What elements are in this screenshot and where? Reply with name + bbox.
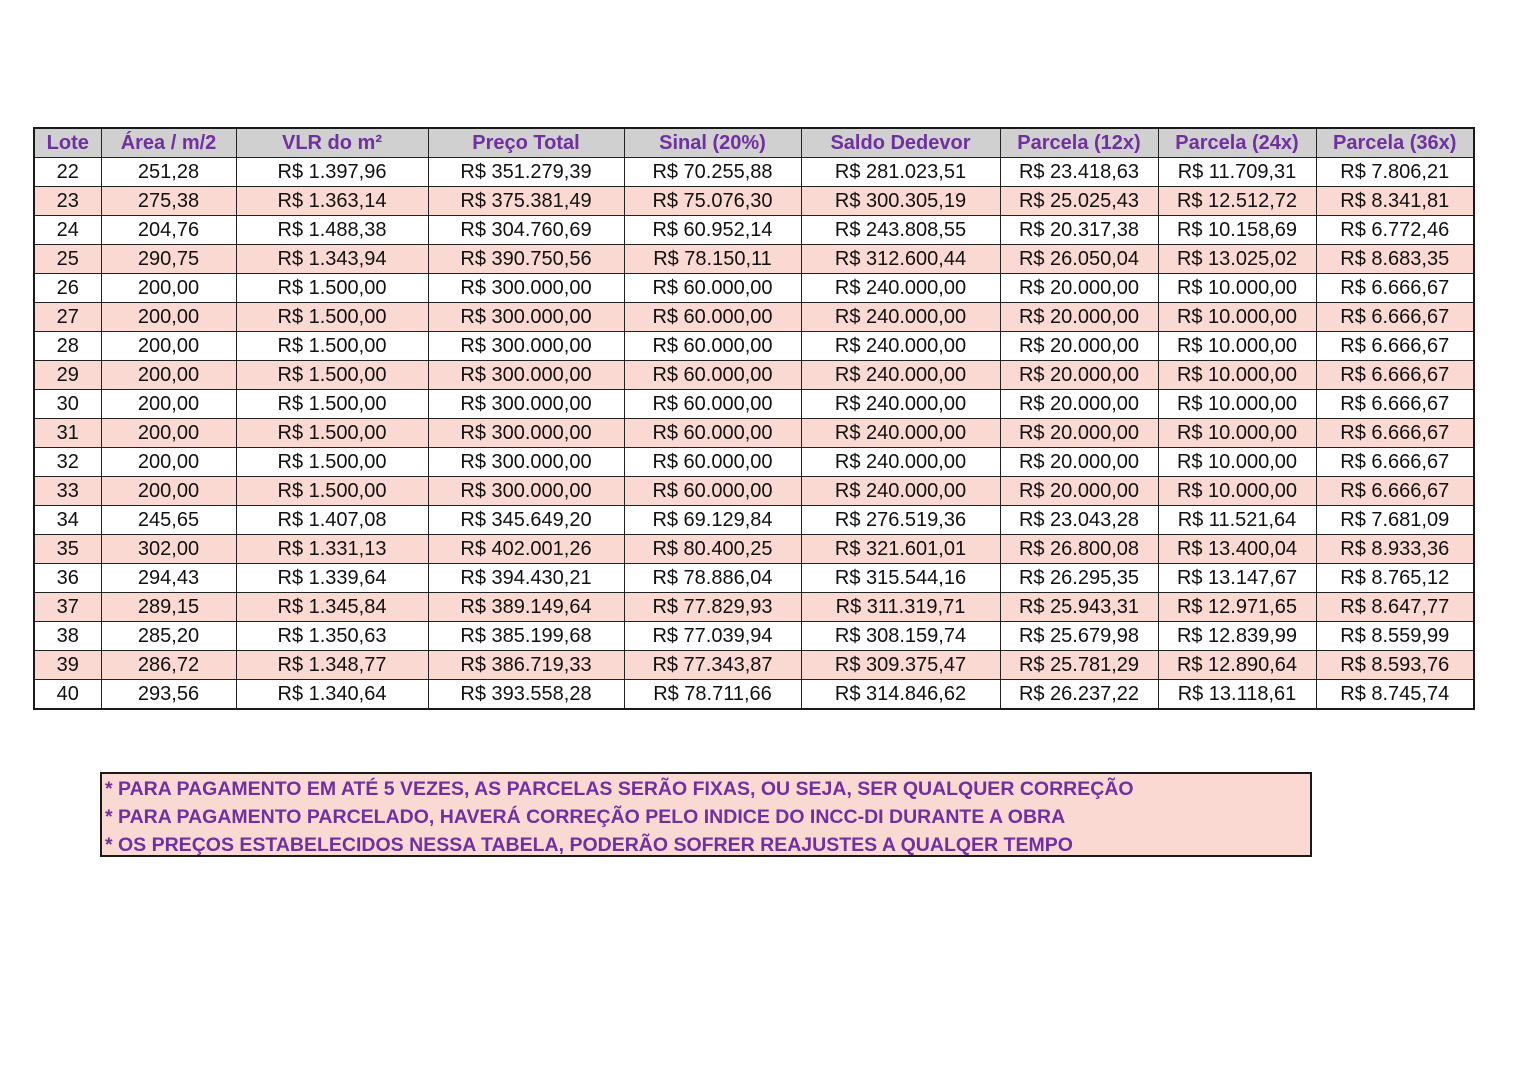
cell-preco-total: R$ 385.199,68 [428,622,624,651]
cell-preco-total: R$ 300.000,00 [428,332,624,361]
cell-saldo-devedor: R$ 308.159,74 [801,622,1000,651]
table-row [34,216,1474,245]
cell-area: 286,72 [101,651,236,680]
cell-parcela-12x: R$ 20.317,38 [1000,216,1158,245]
cell-preco-total: R$ 375.381,49 [428,187,624,216]
cell-area: 200,00 [101,361,236,390]
header-parcela-36x: Parcela (36x) [1316,128,1474,158]
cell-saldo-devedor: R$ 240.000,00 [801,390,1000,419]
cell-parcela-36x: R$ 8.341,81 [1316,187,1474,216]
table-header [34,128,1474,158]
cell-vlr-m2: R$ 1.500,00 [236,361,428,390]
cell-sinal: R$ 69.129,84 [624,506,801,535]
cell-parcela-36x: R$ 6.666,67 [1316,390,1474,419]
cell-saldo-devedor: R$ 314.846,62 [801,680,1000,710]
cell-vlr-m2: R$ 1.340,64 [236,680,428,710]
note-incc-correction: * PARA PAGAMENTO PARCELADO, HAVERÁ CORREÇÃO PELO INDICE DO INCC-DI DURANTE A OBRA [105,806,1066,828]
cell-saldo-devedor: R$ 276.519,36 [801,506,1000,535]
cell-preco-total: R$ 300.000,00 [428,448,624,477]
cell-parcela-24x: R$ 13.147,67 [1158,564,1316,593]
note-price-adjustment: * OS PREÇOS ESTABELECIDOS NESSA TABELA, PODERÃO SOFRER REAJUSTES A QUALQER TEMPO [105,834,1073,856]
cell-vlr-m2: R$ 1.500,00 [236,390,428,419]
cell-lote: 38 [34,622,101,651]
cell-vlr-m2: R$ 1.339,64 [236,564,428,593]
cell-sinal: R$ 75.076,30 [624,187,801,216]
cell-parcela-24x: R$ 12.839,99 [1158,622,1316,651]
cell-sinal: R$ 60.000,00 [624,448,801,477]
cell-preco-total: R$ 300.000,00 [428,419,624,448]
cell-parcela-24x: R$ 11.709,31 [1158,158,1316,187]
cell-vlr-m2: R$ 1.500,00 [236,477,428,506]
cell-parcela-36x: R$ 8.559,99 [1316,622,1474,651]
cell-vlr-m2: R$ 1.331,13 [236,535,428,564]
cell-parcela-24x: R$ 10.000,00 [1158,419,1316,448]
cell-parcela-36x: R$ 7.806,21 [1316,158,1474,187]
cell-preco-total: R$ 394.430,21 [428,564,624,593]
cell-sinal: R$ 60.952,14 [624,216,801,245]
cell-parcela-24x: R$ 10.000,00 [1158,361,1316,390]
cell-sinal: R$ 60.000,00 [624,332,801,361]
cell-parcela-12x: R$ 26.050,04 [1000,245,1158,274]
cell-area: 200,00 [101,448,236,477]
cell-sinal: R$ 78.886,04 [624,564,801,593]
cell-parcela-12x: R$ 26.237,22 [1000,680,1158,710]
header-area: Área / m/2 [101,128,236,158]
cell-parcela-12x: R$ 20.000,00 [1000,448,1158,477]
cell-area: 245,65 [101,506,236,535]
cell-vlr-m2: R$ 1.500,00 [236,448,428,477]
cell-parcela-24x: R$ 13.025,02 [1158,245,1316,274]
table-row [34,651,1474,680]
table-row [34,245,1474,274]
cell-vlr-m2: R$ 1.500,00 [236,419,428,448]
cell-lote: 36 [34,564,101,593]
cell-preco-total: R$ 386.719,33 [428,651,624,680]
cell-parcela-12x: R$ 20.000,00 [1000,419,1158,448]
cell-area: 290,75 [101,245,236,274]
cell-lote: 29 [34,361,101,390]
cell-parcela-12x: R$ 20.000,00 [1000,390,1158,419]
cell-parcela-36x: R$ 7.681,09 [1316,506,1474,535]
cell-sinal: R$ 60.000,00 [624,390,801,419]
table-row [34,419,1474,448]
cell-lote: 35 [34,535,101,564]
cell-vlr-m2: R$ 1.343,94 [236,245,428,274]
cell-parcela-36x: R$ 8.683,35 [1316,245,1474,274]
cell-vlr-m2: R$ 1.345,84 [236,593,428,622]
cell-lote: 25 [34,245,101,274]
cell-area: 200,00 [101,332,236,361]
cell-lote: 26 [34,274,101,303]
cell-saldo-devedor: R$ 312.600,44 [801,245,1000,274]
table-row [34,390,1474,419]
cell-area: 293,56 [101,680,236,710]
table-row [34,332,1474,361]
lot-price-table [33,127,1475,710]
cell-vlr-m2: R$ 1.350,63 [236,622,428,651]
cell-parcela-24x: R$ 13.400,04 [1158,535,1316,564]
cell-preco-total: R$ 402.001,26 [428,535,624,564]
table-row [34,593,1474,622]
cell-area: 200,00 [101,477,236,506]
table-row [34,187,1474,216]
cell-parcela-36x: R$ 6.666,67 [1316,332,1474,361]
cell-saldo-devedor: R$ 309.375,47 [801,651,1000,680]
cell-sinal: R$ 70.255,88 [624,158,801,187]
cell-area: 200,00 [101,390,236,419]
cell-parcela-36x: R$ 6.666,67 [1316,274,1474,303]
header-lote: Lote [34,128,101,158]
table-row [34,506,1474,535]
cell-lote: 33 [34,477,101,506]
header-parcela-12x: Parcela (12x) [1000,128,1158,158]
cell-parcela-12x: R$ 23.043,28 [1000,506,1158,535]
notes-box [100,772,1312,857]
cell-vlr-m2: R$ 1.397,96 [236,158,428,187]
table-body [34,158,1474,710]
cell-parcela-24x: R$ 10.000,00 [1158,303,1316,332]
cell-parcela-24x: R$ 10.000,00 [1158,274,1316,303]
cell-lote: 23 [34,187,101,216]
cell-area: 251,28 [101,158,236,187]
cell-parcela-12x: R$ 20.000,00 [1000,477,1158,506]
cell-preco-total: R$ 304.760,69 [428,216,624,245]
table-row [34,448,1474,477]
cell-parcela-36x: R$ 8.745,74 [1316,680,1474,710]
header-parcela-24x: Parcela (24x) [1158,128,1316,158]
cell-parcela-36x: R$ 6.666,67 [1316,303,1474,332]
header-saldo-devedor: Saldo Dedevor [801,128,1000,158]
cell-parcela-12x: R$ 25.025,43 [1000,187,1158,216]
cell-sinal: R$ 77.829,93 [624,593,801,622]
cell-lote: 40 [34,680,101,710]
cell-vlr-m2: R$ 1.488,38 [236,216,428,245]
cell-parcela-12x: R$ 25.943,31 [1000,593,1158,622]
cell-area: 200,00 [101,303,236,332]
cell-preco-total: R$ 300.000,00 [428,361,624,390]
cell-saldo-devedor: R$ 240.000,00 [801,361,1000,390]
cell-parcela-12x: R$ 26.800,08 [1000,535,1158,564]
cell-parcela-24x: R$ 10.000,00 [1158,390,1316,419]
cell-lote: 39 [34,651,101,680]
table-row [34,361,1474,390]
cell-preco-total: R$ 300.000,00 [428,390,624,419]
cell-lote: 31 [34,419,101,448]
cell-parcela-36x: R$ 6.666,67 [1316,477,1474,506]
cell-lote: 28 [34,332,101,361]
cell-parcela-24x: R$ 10.000,00 [1158,477,1316,506]
cell-area: 275,38 [101,187,236,216]
cell-saldo-devedor: R$ 321.601,01 [801,535,1000,564]
cell-lote: 34 [34,506,101,535]
table-row [34,680,1474,710]
cell-parcela-12x: R$ 25.679,98 [1000,622,1158,651]
cell-vlr-m2: R$ 1.500,00 [236,332,428,361]
cell-preco-total: R$ 393.558,28 [428,680,624,710]
cell-area: 200,00 [101,419,236,448]
cell-area: 204,76 [101,216,236,245]
header-vlr-m2: VLR do m² [236,128,428,158]
cell-parcela-24x: R$ 12.890,64 [1158,651,1316,680]
cell-vlr-m2: R$ 1.407,08 [236,506,428,535]
header-sinal: Sinal (20%) [624,128,801,158]
cell-saldo-devedor: R$ 240.000,00 [801,419,1000,448]
cell-saldo-devedor: R$ 240.000,00 [801,303,1000,332]
cell-preco-total: R$ 390.750,56 [428,245,624,274]
cell-saldo-devedor: R$ 315.544,16 [801,564,1000,593]
cell-vlr-m2: R$ 1.348,77 [236,651,428,680]
cell-parcela-24x: R$ 11.521,64 [1158,506,1316,535]
cell-vlr-m2: R$ 1.363,14 [236,187,428,216]
cell-lote: 22 [34,158,101,187]
cell-parcela-24x: R$ 12.512,72 [1158,187,1316,216]
cell-sinal: R$ 78.150,11 [624,245,801,274]
cell-lote: 32 [34,448,101,477]
cell-area: 285,20 [101,622,236,651]
cell-parcela-36x: R$ 6.772,46 [1316,216,1474,245]
cell-parcela-12x: R$ 20.000,00 [1000,274,1158,303]
cell-lote: 37 [34,593,101,622]
table-row [34,564,1474,593]
cell-sinal: R$ 60.000,00 [624,477,801,506]
cell-preco-total: R$ 300.000,00 [428,477,624,506]
cell-parcela-12x: R$ 20.000,00 [1000,361,1158,390]
cell-parcela-36x: R$ 8.765,12 [1316,564,1474,593]
cell-parcela-36x: R$ 6.666,67 [1316,448,1474,477]
cell-sinal: R$ 78.711,66 [624,680,801,710]
cell-parcela-12x: R$ 25.781,29 [1000,651,1158,680]
cell-vlr-m2: R$ 1.500,00 [236,303,428,332]
cell-vlr-m2: R$ 1.500,00 [236,274,428,303]
table-row [34,274,1474,303]
cell-preco-total: R$ 389.149,64 [428,593,624,622]
header-row [34,128,1474,158]
cell-lote: 24 [34,216,101,245]
cell-saldo-devedor: R$ 240.000,00 [801,332,1000,361]
cell-parcela-24x: R$ 10.158,69 [1158,216,1316,245]
cell-parcela-36x: R$ 6.666,67 [1316,361,1474,390]
cell-parcela-12x: R$ 23.418,63 [1000,158,1158,187]
cell-parcela-24x: R$ 10.000,00 [1158,332,1316,361]
cell-parcela-36x: R$ 6.666,67 [1316,419,1474,448]
cell-sinal: R$ 60.000,00 [624,419,801,448]
cell-area: 289,15 [101,593,236,622]
cell-preco-total: R$ 345.649,20 [428,506,624,535]
cell-preco-total: R$ 300.000,00 [428,274,624,303]
cell-parcela-12x: R$ 20.000,00 [1000,303,1158,332]
cell-sinal: R$ 60.000,00 [624,274,801,303]
cell-sinal: R$ 77.343,87 [624,651,801,680]
cell-saldo-devedor: R$ 281.023,51 [801,158,1000,187]
cell-preco-total: R$ 300.000,00 [428,303,624,332]
cell-parcela-12x: R$ 26.295,35 [1000,564,1158,593]
cell-area: 294,43 [101,564,236,593]
cell-saldo-devedor: R$ 300.305,19 [801,187,1000,216]
cell-parcela-24x: R$ 10.000,00 [1158,448,1316,477]
cell-sinal: R$ 60.000,00 [624,361,801,390]
cell-lote: 30 [34,390,101,419]
cell-saldo-devedor: R$ 240.000,00 [801,274,1000,303]
cell-parcela-12x: R$ 20.000,00 [1000,332,1158,361]
table-row [34,303,1474,332]
header-preco-total: Preço Total [428,128,624,158]
table-row [34,477,1474,506]
cell-area: 200,00 [101,274,236,303]
cell-saldo-devedor: R$ 311.319,71 [801,593,1000,622]
table-row [34,622,1474,651]
cell-lote: 27 [34,303,101,332]
note-fixed-installments: * PARA PAGAMENTO EM ATÉ 5 VEZES, AS PARCELAS SERÃO FIXAS, OU SEJA, SER QUALQUER CORREÇÃO [105,778,1134,800]
cell-preco-total: R$ 351.279,39 [428,158,624,187]
table-row [34,535,1474,564]
cell-saldo-devedor: R$ 240.000,00 [801,477,1000,506]
cell-sinal: R$ 80.400,25 [624,535,801,564]
cell-parcela-24x: R$ 13.118,61 [1158,680,1316,710]
cell-saldo-devedor: R$ 240.000,00 [801,448,1000,477]
cell-area: 302,00 [101,535,236,564]
cell-parcela-36x: R$ 8.593,76 [1316,651,1474,680]
cell-sinal: R$ 60.000,00 [624,303,801,332]
cell-parcela-24x: R$ 12.971,65 [1158,593,1316,622]
cell-sinal: R$ 77.039,94 [624,622,801,651]
table-row [34,158,1474,187]
cell-parcela-36x: R$ 8.933,36 [1316,535,1474,564]
cell-parcela-36x: R$ 8.647,77 [1316,593,1474,622]
cell-saldo-devedor: R$ 243.808,55 [801,216,1000,245]
